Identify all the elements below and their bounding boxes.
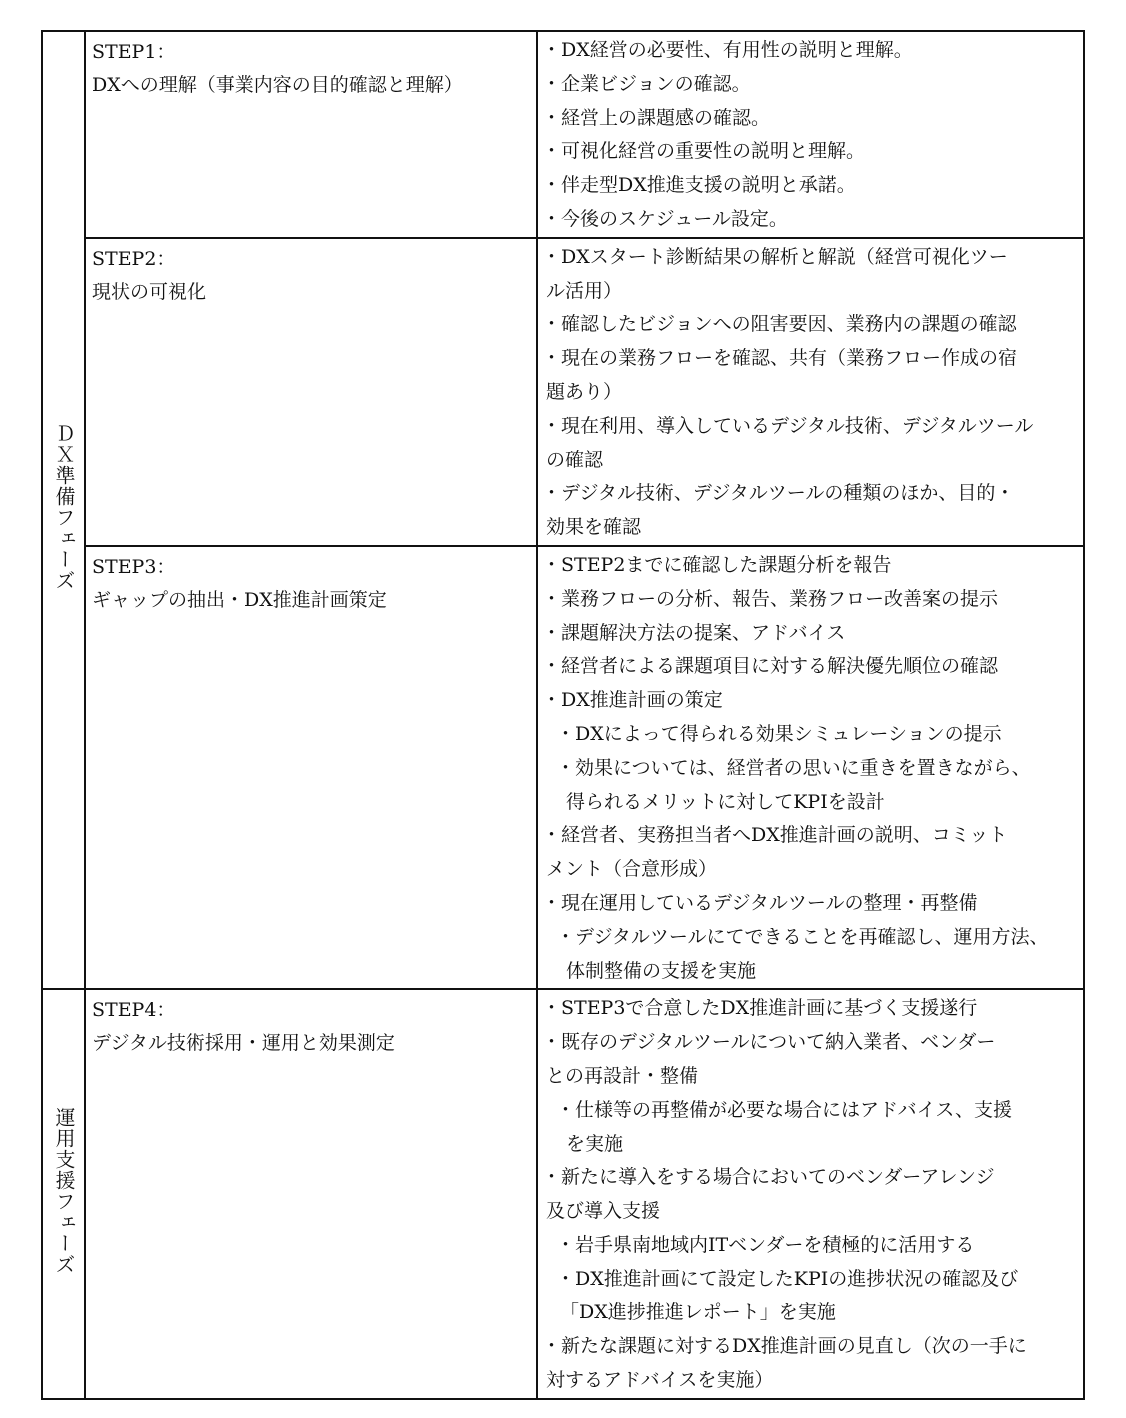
- list-item: 題あり）: [546, 380, 623, 403]
- list-item: ・DX経営の必要性、有用性の説明と理解。: [542, 39, 913, 61]
- table-row: [42, 238, 1084, 546]
- step-items: [537, 31, 1084, 238]
- step-title: STEP3：: [92, 555, 176, 578]
- list-item: ・効果については、経営者の思いに重きを置きながら、: [556, 756, 1031, 779]
- list-item: ・デジタルツールにてできることを再確認し、運用方法、: [556, 925, 1049, 948]
- list-item: 効果を確認: [546, 516, 642, 539]
- step-cell: [85, 238, 537, 546]
- list-item: ・確認したビジョンへの阻害要因、業務内の課題の確認: [542, 313, 1017, 336]
- list-item: ・STEP3で合意したDX推進計画に基づく支援遂行: [542, 997, 978, 1020]
- list-item: ・DX推進計画にて設定したKPIの進捗状況の確認及び: [556, 1267, 1019, 1290]
- step-cell: [85, 546, 537, 989]
- step-items: [537, 546, 1084, 989]
- step-items: [537, 989, 1084, 1399]
- phase-label: ＤＸ準備フェーズ: [52, 422, 76, 591]
- step-title: STEP1：: [92, 41, 176, 63]
- step-subtitle: 現状の可視化: [92, 280, 207, 303]
- list-item: ル活用）: [546, 279, 623, 302]
- list-item: ・現在運用しているデジタルツールの整理・再整備: [542, 891, 978, 914]
- list-item: 対するアドバイスを実施）: [546, 1369, 774, 1392]
- step-subtitle: デジタル技術採用・運用と効果測定: [92, 1032, 395, 1055]
- table-row: [42, 31, 1084, 238]
- list-item: ・業務フローの分析、報告、業務フロー改善案の提示: [542, 587, 999, 610]
- dx-support-table: [41, 30, 1085, 1400]
- list-item: ・岩手県南地域内ITベンダーを積極的に活用する: [556, 1233, 975, 1256]
- list-item: ・DXスタート診断結果の解析と解説（経営可視化ツー: [542, 245, 1008, 268]
- table-row: [42, 546, 1084, 989]
- list-item: ・今後のスケジュール設定。: [542, 207, 788, 230]
- list-item: ・現在利用、導入しているデジタル技術、デジタルツール: [542, 414, 1034, 437]
- step-subtitle: DXへの理解（事業内容の目的確認と理解）: [92, 74, 463, 96]
- list-item: ・可視化経営の重要性の説明と理解。: [542, 140, 866, 163]
- list-item: ・経営上の課題感の確認。: [542, 106, 771, 129]
- list-item: ・企業ビジョンの確認。: [542, 72, 751, 95]
- step-title: STEP2：: [92, 247, 176, 270]
- list-item: ・現在の業務フローを確認、共有（業務フロー作成の宿: [542, 347, 1018, 370]
- list-item: ・経営者、実務担当者へDX推進計画の説明、コミット: [542, 824, 1008, 847]
- table-row: [42, 989, 1084, 1399]
- list-item: 「DX進捗推進レポート」を実施: [560, 1301, 836, 1324]
- list-item: ・STEP2までに確認した課題分析を報告: [542, 553, 892, 576]
- step-subtitle: ギャップの抽出・DX推進計画策定: [92, 588, 387, 611]
- list-item: ・仕様等の再整備が必要な場合にはアドバイス、支援: [556, 1098, 1013, 1121]
- list-item: を実施: [566, 1132, 624, 1155]
- phase-cell-prep: [42, 31, 85, 989]
- list-item: ・課題解決方法の提案、アドバイス: [542, 621, 846, 644]
- step-title: STEP4：: [92, 999, 176, 1022]
- list-item: ・伴走型DX推進支援の説明と承諾。: [542, 174, 856, 197]
- phase-label: 運用支援フェーズ: [52, 1106, 76, 1275]
- list-item: メント（合意形成）: [546, 858, 718, 881]
- list-item: ・新たな課題に対するDX推進計画の見直し（次の一手に: [542, 1335, 1027, 1358]
- list-item: ・デジタル技術、デジタルツールの種類のほか、目的・: [542, 482, 1015, 505]
- list-item: との再設計・整備: [546, 1064, 699, 1087]
- phase-cell-ops: [42, 989, 85, 1399]
- list-item: ・新たに導入をする場合においてのベンダーアレンジ: [542, 1166, 995, 1189]
- list-item: ・既存のデジタルツールについて納入業者、ベンダー: [542, 1031, 996, 1054]
- list-item: 得られるメリットに対してKPIを設計: [566, 790, 885, 813]
- step-items: [537, 238, 1084, 546]
- list-item: ・DX推進計画の策定: [542, 689, 723, 712]
- list-item: の確認: [546, 448, 604, 471]
- list-item: 体制整備の支援を実施: [566, 959, 757, 982]
- step-cell: [85, 31, 537, 238]
- list-item: ・DXによって得られる効果シミュレーションの提示: [556, 722, 1002, 745]
- list-item: ・経営者による課題項目に対する解決優先順位の確認: [542, 655, 999, 678]
- list-item: 及び導入支援: [546, 1200, 661, 1223]
- step-cell: [85, 989, 537, 1399]
